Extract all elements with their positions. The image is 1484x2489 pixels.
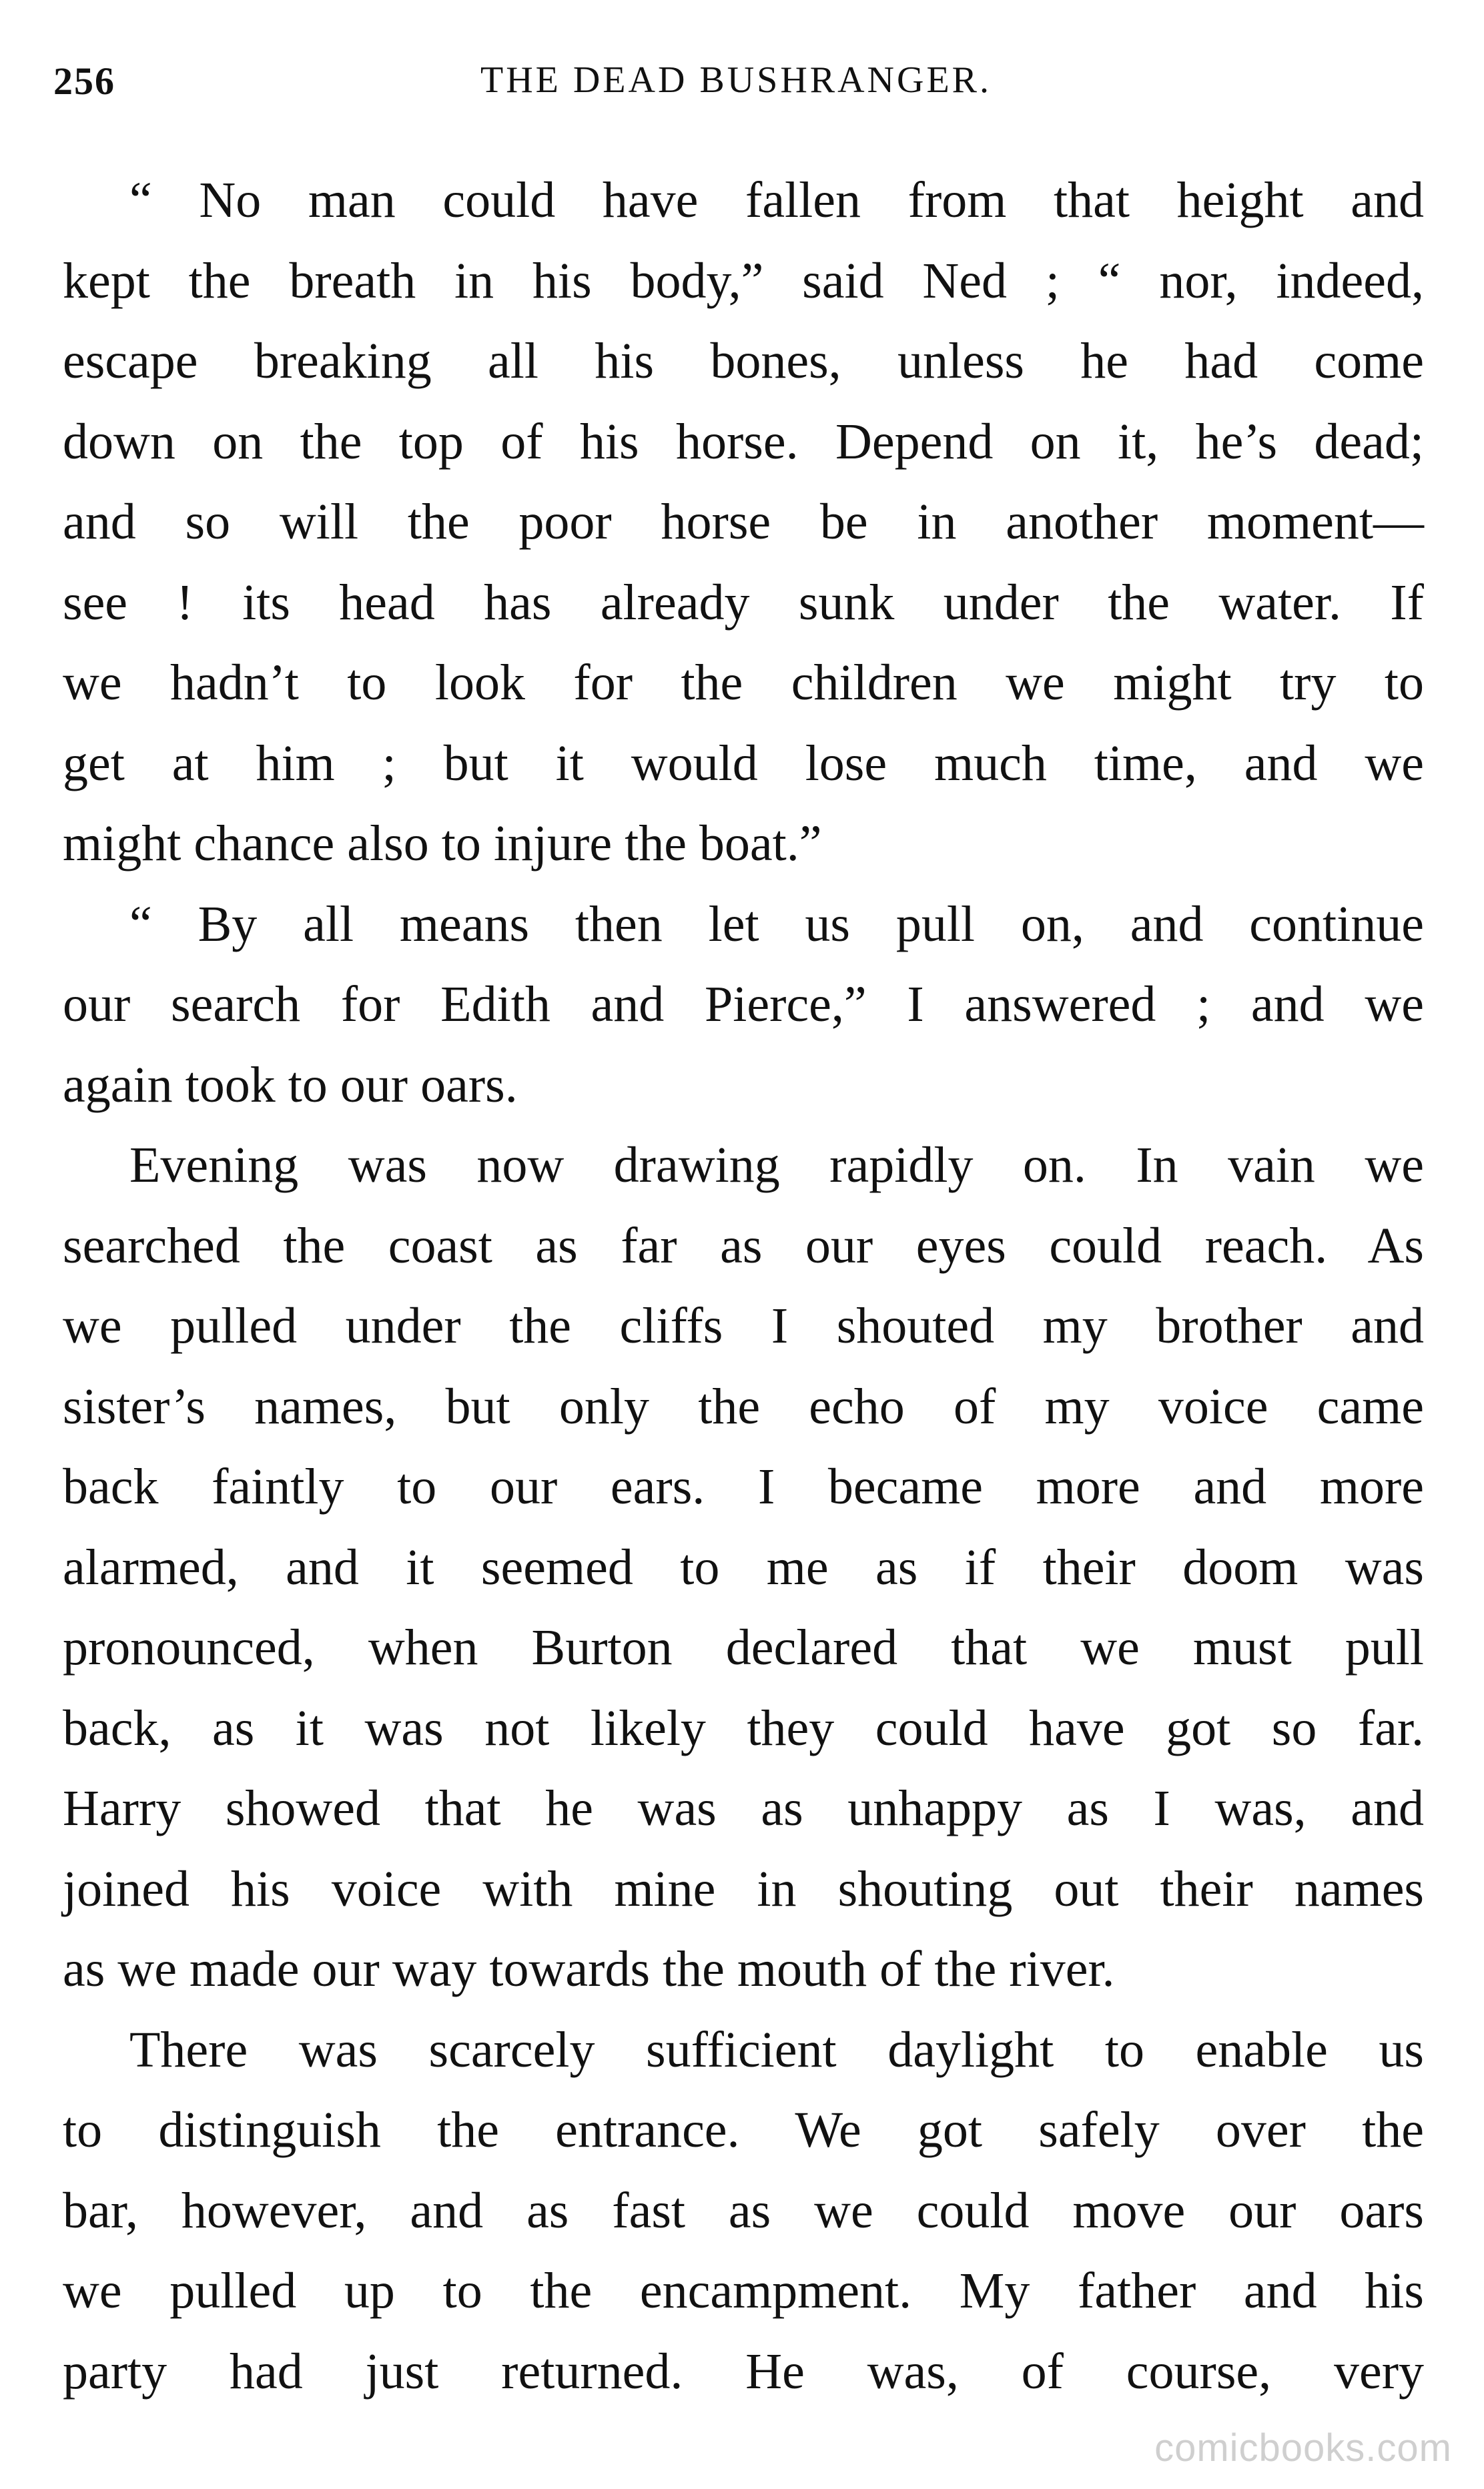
paragraph — [63, 1125, 1424, 2010]
watermark: comicbooks.com — [1154, 2426, 1452, 2470]
text-line: we pulled up to the encampment. My father and his — [63, 2263, 1424, 2319]
page-header — [53, 59, 1415, 119]
text-line: back, as it was not likely they could have got so far. — [63, 1700, 1424, 1756]
text-line: and so will the poor horse be in another moment— — [63, 494, 1424, 550]
text-line: bar, however, and as fast as we could move our oars — [63, 2182, 1424, 2239]
text-line: party had just returned. He was, of course, very — [63, 2343, 1424, 2400]
text-line: our search for Edith and Pierce,” I answered ; and we — [63, 976, 1424, 1032]
text-line: Evening was now drawing rapidly on. In vain we — [129, 1137, 1424, 1193]
text-line: pronounced, when Burton declared that we must pull — [63, 1620, 1424, 1676]
body-text — [63, 160, 1424, 2412]
text-line: alarmed, and it seemed to me as if their doom was — [63, 1539, 1424, 1595]
text-line: to distinguish the entrance. We got safely over the — [63, 2102, 1424, 2158]
text-line: “ By all means then let us pull on, and continue — [129, 896, 1424, 952]
text-line: There was scarcely sufficient daylight to enable us — [129, 2021, 1424, 2078]
text-line: searched the coast as far as our eyes could reach. As — [63, 1217, 1424, 1274]
text-line: “ No man could have fallen from that height and — [129, 172, 1424, 228]
text-line: might chance also to injure the boat.” — [63, 815, 822, 871]
text-line: see ! its head has already sunk under the water. If — [63, 574, 1424, 631]
paragraph — [63, 884, 1424, 1126]
page-number: 256 — [53, 59, 115, 103]
text-line: again took to our oars. — [63, 1056, 518, 1113]
text-line: kept the breath in his body,” said Ned ; “ nor, indeed, — [63, 252, 1424, 309]
running-head: THE DEAD BUSHRANGER. — [480, 59, 992, 101]
text-line: as we made our way towards the mouth of the river. — [63, 1941, 1115, 1997]
text-line: we pulled under the cliffs I shouted my brother and — [63, 1298, 1424, 1354]
text-line: Harry showed that he was as unhappy as I was, and — [63, 1780, 1424, 1836]
text-line: escape breaking all his bones, unless he had come — [63, 333, 1424, 389]
text-line: down on the top of his horse. Depend on it, he’s dead; — [63, 413, 1424, 470]
paragraph — [63, 160, 1424, 884]
text-line: get at him ; but it would lose much time, and we — [63, 735, 1424, 791]
text-line: sister’s names, but only the echo of my voice came — [63, 1378, 1424, 1435]
text-line: joined his voice with mine in shouting out their names — [63, 1860, 1424, 1917]
text-line: back faintly to our ears. I became more and more — [63, 1459, 1424, 1515]
text-line: we hadn’t to look for the children we might try to — [63, 655, 1424, 711]
paragraph — [63, 2010, 1424, 2412]
